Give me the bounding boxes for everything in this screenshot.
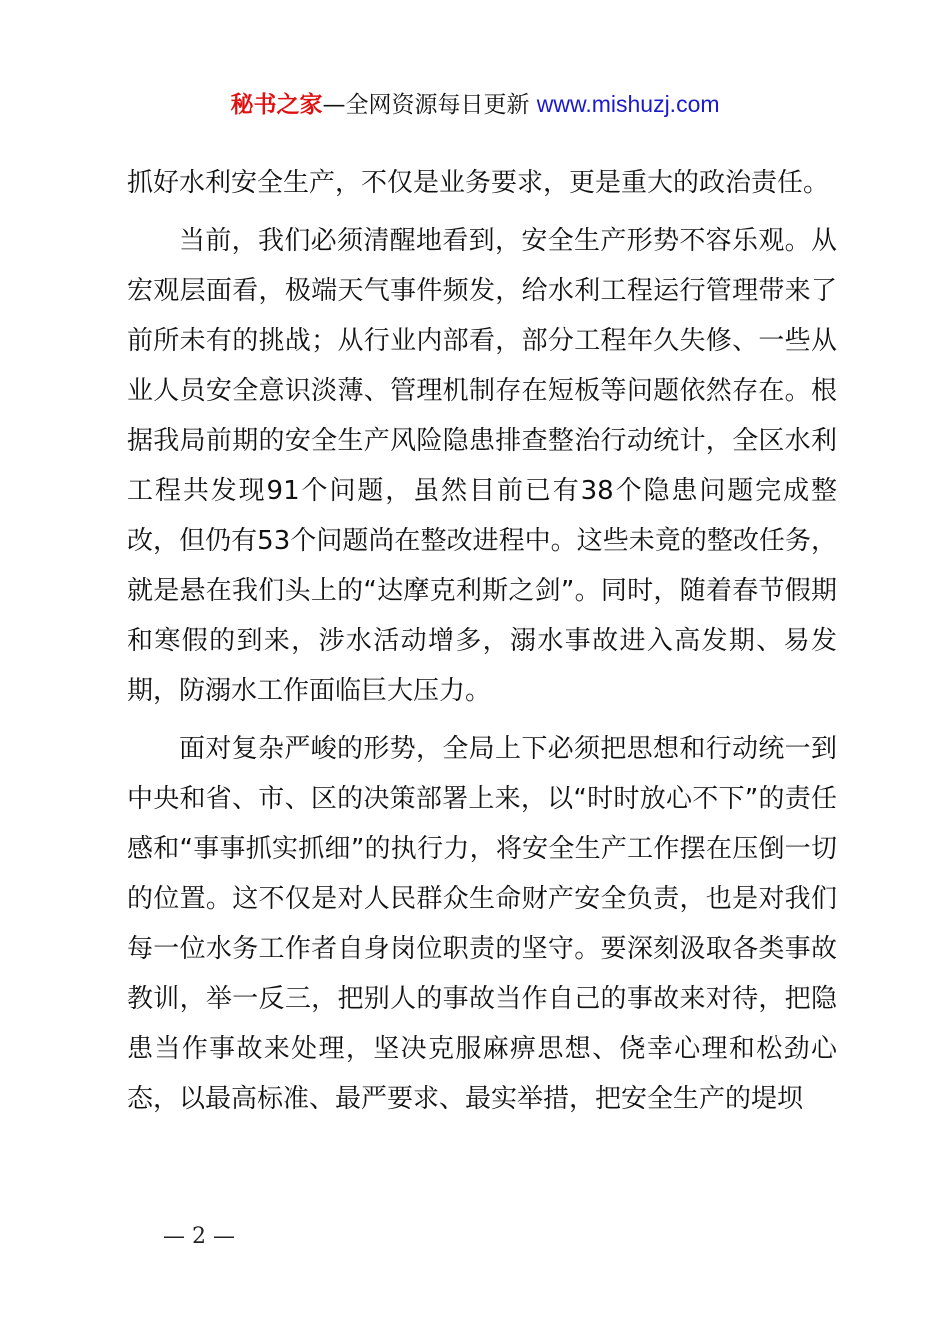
paragraph-2: 当前，我们必须清醒地看到，安全生产形势不容乐观。从宏观层面看，极端天气事件频发，给水利工程运行管理带来了前所未有的挑战；从行业内部看，部分工程年久失修、一些从业人员安全意识淡薄、管理机制存在短板等问题依然存在。根据我局前期的安全生产风险隐患排查整治行动统计，全区水利工程共发现91个问题，虽然目前已有38个隐患问题完成整改，但仍有53个问题尚在整改进程中。这些未竟的整改任务，就是悬在我们头上的“达摩克利斯之剑”。同时，随着春节假期和寒假的到来，涉水活动增多，溺水事故进入高发期、易发期，防溺水工作面临巨大压力。 — [127, 226, 837, 706]
page-header — [0, 86, 950, 123]
paragraph-3: 面对复杂严峻的形势，全局上下必须把思想和行动统一到中央和省、市、区的决策部署上来，以“时时放心不下”的责任感和“事事抓实抓细”的执行力，将安全生产工作摆在压倒一切的位置。这不仅是对人民群众生命财产安全负责，也是对我们每一位水务工作者自身岗位职责的坚守。要深刻汲取各类事故教训，举一反三，把别人的事故当作自己的事故来对待，把隐患当作事故来处理，坚决克服麻痹思想、侥幸心理和松劲心态，以最高标准、最严要求、最实举措，把安全生产的堤坝 — [127, 734, 837, 1114]
brand-name: 秘书之家 — [230, 92, 323, 118]
header-tagline: —全网资源每日更新 — [322, 92, 537, 118]
page-number: — 2 — — [163, 1224, 235, 1249]
document-body — [127, 158, 837, 1124]
site-url-link[interactable]: www.mishuzj.com — [536, 91, 720, 117]
paragraph-1: 抓好水利安全生产，不仅是业务要求，更是重大的政治责任。 — [127, 168, 830, 198]
